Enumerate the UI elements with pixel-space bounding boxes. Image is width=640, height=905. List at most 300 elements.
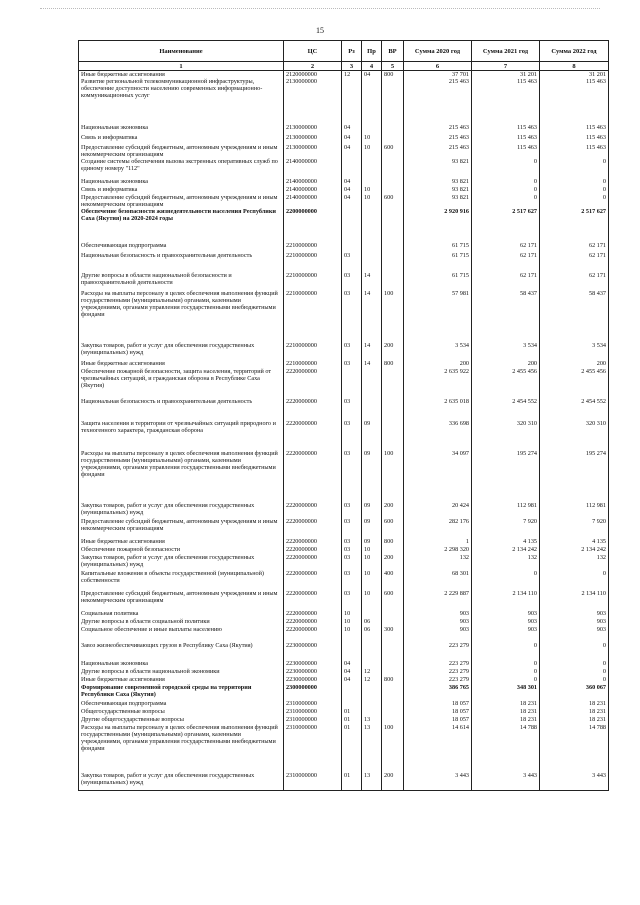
row-section-code: 01 [342, 724, 362, 772]
row-sum-2022: 3 534 [540, 342, 609, 360]
row-subsection-code: 13 [362, 716, 382, 724]
row-section-code [342, 700, 362, 708]
row-expense-type [382, 178, 404, 186]
row-section-code: 01 [342, 716, 362, 724]
row-subsection-code [362, 178, 382, 186]
row-subsection-code: 10 [362, 546, 382, 554]
row-expense-type [382, 272, 404, 290]
row-section-code [342, 78, 362, 124]
row-sum-2020: 18 057 [404, 716, 472, 724]
row-expense-type: 800 [382, 71, 404, 79]
row-name: Развитие региональной телекоммуникационной инфраструктуры, обеспечение доступности населению современных информационно-коммуникационных услуг [79, 78, 284, 124]
row-section-code: 03 [342, 360, 362, 368]
column-number: 6 [404, 62, 472, 71]
table-row [79, 272, 609, 290]
row-sum-2021: 0 [472, 186, 540, 194]
row-sum-2021: 4 135 [472, 538, 540, 546]
row-sum-2022: 200 [540, 360, 609, 368]
row-expense-type [382, 668, 404, 676]
row-sum-2021: 348 301 [472, 684, 540, 700]
row-expense-type [382, 716, 404, 724]
table-row [79, 158, 609, 178]
row-sum-2021: 31 201 [472, 71, 540, 79]
row-sum-2020: 223 279 [404, 668, 472, 676]
row-section-code: 03 [342, 554, 362, 570]
row-subsection-code: 09 [362, 518, 382, 538]
row-sum-2022: 62 171 [540, 242, 609, 252]
row-sum-2021: 2 134 110 [472, 590, 540, 610]
row-sum-2020: 223 279 [404, 642, 472, 660]
column-number: 8 [540, 62, 609, 71]
row-target-code: 2220000000 [284, 518, 342, 538]
row-target-code: 2200000000 [284, 208, 342, 242]
table-row [79, 700, 609, 708]
row-subsection-code: 10 [362, 144, 382, 158]
row-sum-2021: 0 [472, 194, 540, 208]
row-name: Обеспечение пожарной безопасности, защита населения, территорий от чрезвычайных ситуаций, и гражданская оборона в Республике Саха (Якутия) [79, 368, 284, 398]
row-subsection-code: 10 [362, 590, 382, 610]
row-target-code: 2310000000 [284, 724, 342, 772]
table-row [79, 716, 609, 724]
row-name: Предоставление субсидий бюджетным, автономным учреждениям и иным некоммерческим организациям [79, 590, 284, 610]
row-sum-2022: 62 171 [540, 252, 609, 272]
row-name: Иные бюджетные ассигнования [79, 71, 284, 79]
row-name: Закупка товаров, работ и услуг для обеспечения государственных (муниципальных) нужд [79, 502, 284, 518]
row-target-code: 2300000000 [284, 684, 342, 700]
row-sum-2022: 0 [540, 676, 609, 684]
table-row [79, 668, 609, 676]
row-sum-2022: 112 981 [540, 502, 609, 518]
row-subsection-code [362, 684, 382, 700]
header-sum-2020: Сумма 2020 год [404, 41, 472, 62]
row-expense-type [382, 368, 404, 398]
row-section-code: 10 [342, 626, 362, 642]
row-expense-type [382, 124, 404, 134]
row-section-code [342, 158, 362, 178]
row-section-code [342, 684, 362, 700]
row-section-code: 12 [342, 71, 362, 79]
row-section-code: 03 [342, 252, 362, 272]
table-body [79, 71, 609, 791]
column-number-row [79, 62, 609, 71]
row-section-code: 10 [342, 610, 362, 618]
row-expense-type [382, 700, 404, 708]
table-row [79, 78, 609, 124]
row-sum-2020: 903 [404, 610, 472, 618]
row-sum-2022: 62 171 [540, 272, 609, 290]
table-row [79, 242, 609, 252]
row-expense-type: 600 [382, 518, 404, 538]
row-sum-2020: 215 463 [404, 78, 472, 124]
row-name: Общегосударственные вопросы [79, 708, 284, 716]
column-number: 1 [79, 62, 284, 71]
row-sum-2022: 2 134 110 [540, 590, 609, 610]
row-sum-2021: 903 [472, 618, 540, 626]
row-sum-2021: 18 231 [472, 700, 540, 708]
row-expense-type: 300 [382, 626, 404, 642]
row-sum-2021: 0 [472, 668, 540, 676]
row-sum-2020: 200 [404, 360, 472, 368]
row-section-code: 04 [342, 676, 362, 684]
row-expense-type [382, 398, 404, 420]
row-sum-2022: 4 135 [540, 538, 609, 546]
row-subsection-code: 06 [362, 626, 382, 642]
row-sum-2022: 903 [540, 610, 609, 618]
row-sum-2020: 215 463 [404, 124, 472, 134]
row-section-code: 04 [342, 186, 362, 194]
row-subsection-code: 14 [362, 360, 382, 368]
row-subsection-code: 09 [362, 502, 382, 518]
row-sum-2021: 3 534 [472, 342, 540, 360]
budget-table [78, 40, 609, 791]
table-row [79, 660, 609, 668]
row-sum-2022: 2 517 627 [540, 208, 609, 242]
row-target-code: 2210000000 [284, 272, 342, 290]
row-sum-2021: 112 981 [472, 502, 540, 518]
row-section-code: 03 [342, 398, 362, 420]
row-subsection-code [362, 242, 382, 252]
row-expense-type [382, 660, 404, 668]
row-target-code: 2130000000 [284, 124, 342, 134]
row-expense-type [382, 134, 404, 144]
row-subsection-code [362, 610, 382, 618]
row-sum-2020: 57 981 [404, 290, 472, 342]
row-subsection-code: 12 [362, 676, 382, 684]
row-name: Другие вопросы в области национальной экономики [79, 668, 284, 676]
row-sum-2020: 2 298 320 [404, 546, 472, 554]
row-sum-2021: 62 171 [472, 252, 540, 272]
row-name: Другие вопросы в области национальной безопасности и правоохранительной деятельности [79, 272, 284, 290]
row-expense-type [382, 610, 404, 618]
header-name: Наименование [79, 41, 284, 62]
row-name: Связь и информатика [79, 134, 284, 144]
row-name: Обеспечение безопасности жизнедеятельности населения Республики Саха (Якутия) на 2020-2024 годы [79, 208, 284, 242]
row-sum-2021: 2 455 456 [472, 368, 540, 398]
row-subsection-code: 10 [362, 134, 382, 144]
row-sum-2022: 0 [540, 178, 609, 186]
row-sum-2020: 2 635 018 [404, 398, 472, 420]
table-row [79, 360, 609, 368]
row-section-code: 01 [342, 772, 362, 791]
row-sum-2020: 336 698 [404, 420, 472, 450]
row-name: Создание системы обеспечения вызова экстренных оперативных служб по единому номеру "112" [79, 158, 284, 178]
row-section-code [342, 642, 362, 660]
row-sum-2022: 0 [540, 186, 609, 194]
row-target-code: 2310000000 [284, 708, 342, 716]
header-sum-2022: Сумма 2022 год [540, 41, 609, 62]
row-expense-type: 800 [382, 676, 404, 684]
row-section-code: 03 [342, 272, 362, 290]
row-sum-2020: 18 057 [404, 708, 472, 716]
row-target-code: 2220000000 [284, 538, 342, 546]
row-target-code: 2120000000 [284, 71, 342, 79]
row-name: Национальная экономика [79, 178, 284, 186]
table-row [79, 642, 609, 660]
row-sum-2022: 2 134 242 [540, 546, 609, 554]
row-name: Предоставление субсидий бюджетным, автономным учреждениям и иным некоммерческим организациям [79, 194, 284, 208]
row-subsection-code: 14 [362, 290, 382, 342]
row-sum-2022: 2 455 456 [540, 368, 609, 398]
table-row [79, 618, 609, 626]
header-rz: Рз [342, 41, 362, 62]
row-sum-2020: 386 765 [404, 684, 472, 700]
row-sum-2022: 115 463 [540, 144, 609, 158]
table-row [79, 590, 609, 610]
row-subsection-code: 06 [362, 618, 382, 626]
row-sum-2020: 61 715 [404, 242, 472, 252]
row-sum-2020: 61 715 [404, 252, 472, 272]
row-name: Расходы на выплаты персоналу в целях обеспечения выполнения функций государственными (муниципальными) органами, казенными учреждениями, органами управления государственными внебюджетными фондами [79, 724, 284, 772]
row-sum-2022: 0 [540, 642, 609, 660]
row-subsection-code: 10 [362, 570, 382, 590]
row-target-code: 2220000000 [284, 420, 342, 450]
row-section-code: 03 [342, 538, 362, 546]
row-sum-2022: 0 [540, 668, 609, 676]
row-sum-2021: 320 310 [472, 420, 540, 450]
row-name: Капитальные вложения в объекты государственной (муниципальной) собственности [79, 570, 284, 590]
row-section-code: 03 [342, 290, 362, 342]
row-name: Другие вопросы в области социальной политики [79, 618, 284, 626]
row-name: Обеспечение пожарной безопасности [79, 546, 284, 554]
row-sum-2020: 2 635 922 [404, 368, 472, 398]
row-subsection-code [362, 642, 382, 660]
row-target-code: 2220000000 [284, 502, 342, 518]
table-row [79, 684, 609, 700]
row-target-code: 2210000000 [284, 242, 342, 252]
row-section-code: 10 [342, 618, 362, 626]
row-target-code: 2310000000 [284, 772, 342, 791]
row-target-code: 2220000000 [284, 590, 342, 610]
row-sum-2021: 2 134 242 [472, 546, 540, 554]
row-sum-2020: 282 176 [404, 518, 472, 538]
row-section-code: 04 [342, 178, 362, 186]
row-sum-2020: 1 [404, 538, 472, 546]
row-expense-type: 200 [382, 772, 404, 791]
table-row [79, 420, 609, 450]
row-sum-2020: 3 443 [404, 772, 472, 791]
row-expense-type: 600 [382, 194, 404, 208]
row-subsection-code: 13 [362, 772, 382, 791]
row-target-code: 2140000000 [284, 194, 342, 208]
row-name: Формирование современной городской среды на территории Республики Саха (Якутия) [79, 684, 284, 700]
row-target-code: 2140000000 [284, 178, 342, 186]
row-subsection-code [362, 368, 382, 398]
table-row [79, 554, 609, 570]
row-name: Расходы на выплаты персоналу в целях обеспечения выполнения функций государственными (муниципальными) органами, казенными учреждениями, органами управления государственными внебюджетными фондами [79, 450, 284, 502]
row-target-code: 2140000000 [284, 186, 342, 194]
row-subsection-code [362, 398, 382, 420]
row-subsection-code: 10 [362, 554, 382, 570]
row-section-code: 04 [342, 668, 362, 676]
row-expense-type: 200 [382, 554, 404, 570]
row-expense-type: 800 [382, 360, 404, 368]
row-target-code: 2220000000 [284, 450, 342, 502]
table-row [79, 546, 609, 554]
row-expense-type [382, 186, 404, 194]
row-name: Закупка товаров, работ и услуг для обеспечения государственных (муниципальных) нужд [79, 554, 284, 570]
row-section-code: 03 [342, 518, 362, 538]
row-sum-2020: 93 821 [404, 158, 472, 178]
row-expense-type [382, 420, 404, 450]
column-number: 2 [284, 62, 342, 71]
row-expense-type: 100 [382, 450, 404, 502]
row-name: Иные бюджетные ассигнования [79, 360, 284, 368]
row-sum-2021: 115 463 [472, 124, 540, 134]
row-sum-2020: 18 057 [404, 700, 472, 708]
row-subsection-code: 10 [362, 186, 382, 194]
row-section-code: 03 [342, 546, 362, 554]
row-section-code [342, 208, 362, 242]
column-number: 4 [362, 62, 382, 71]
table-row [79, 610, 609, 618]
row-subsection-code: 04 [362, 71, 382, 79]
row-sum-2020: 903 [404, 618, 472, 626]
row-expense-type: 800 [382, 538, 404, 546]
column-number: 5 [382, 62, 404, 71]
row-sum-2021: 200 [472, 360, 540, 368]
column-number: 7 [472, 62, 540, 71]
row-sum-2021: 115 463 [472, 78, 540, 124]
row-section-code: 03 [342, 590, 362, 610]
row-sum-2021: 0 [472, 660, 540, 668]
row-name: Национальная экономика [79, 660, 284, 668]
row-sum-2022: 132 [540, 554, 609, 570]
row-sum-2022: 14 788 [540, 724, 609, 772]
row-target-code: 2210000000 [284, 290, 342, 342]
row-subsection-code: 09 [362, 538, 382, 546]
row-sum-2022: 903 [540, 626, 609, 642]
top-rule [40, 8, 600, 9]
row-expense-type [382, 78, 404, 124]
row-target-code: 2310000000 [284, 700, 342, 708]
row-sum-2022: 115 463 [540, 134, 609, 144]
row-section-code [342, 368, 362, 398]
row-name: Защита населения и территории от чрезвычайных ситуаций природного и техногенного характера, гражданская оборона [79, 420, 284, 450]
header-sum-2021: Сумма 2021 год [472, 41, 540, 62]
row-expense-type [382, 642, 404, 660]
row-name: Национальная безопасность и правоохранительная деятельность [79, 398, 284, 420]
row-target-code: 2130000000 [284, 134, 342, 144]
header-cs: ЦС [284, 41, 342, 62]
row-name: Обеспечивающая подпрограмма [79, 242, 284, 252]
row-sum-2020: 20 424 [404, 502, 472, 518]
row-section-code: 04 [342, 144, 362, 158]
row-sum-2022: 360 067 [540, 684, 609, 700]
row-target-code: 2220000000 [284, 398, 342, 420]
row-sum-2021: 62 171 [472, 242, 540, 252]
table-row [79, 538, 609, 546]
table-row [79, 144, 609, 158]
row-expense-type [382, 618, 404, 626]
row-sum-2021: 2 454 552 [472, 398, 540, 420]
table-row [79, 398, 609, 420]
row-target-code: 2220000000 [284, 546, 342, 554]
row-sum-2021: 0 [472, 642, 540, 660]
row-target-code: 2220000000 [284, 570, 342, 590]
row-subsection-code [362, 78, 382, 124]
row-subsection-code [362, 708, 382, 716]
row-sum-2021: 2 517 627 [472, 208, 540, 242]
row-sum-2021: 3 443 [472, 772, 540, 791]
table-row [79, 708, 609, 716]
row-sum-2022: 0 [540, 158, 609, 178]
row-name: Предоставление субсидий бюджетным, автономным учреждениям и иным некоммерческим организациям [79, 144, 284, 158]
table-row [79, 676, 609, 684]
row-target-code: 2310000000 [284, 716, 342, 724]
row-sum-2022: 115 463 [540, 78, 609, 124]
row-target-code: 2230000000 [284, 668, 342, 676]
row-sum-2020: 34 097 [404, 450, 472, 502]
row-sum-2022: 0 [540, 194, 609, 208]
row-target-code: 2130000000 [284, 78, 342, 124]
row-section-code: 03 [342, 450, 362, 502]
row-name: Завоз жизнеобеспечивающих грузов в Республику Саха (Якутия) [79, 642, 284, 660]
row-sum-2020: 215 463 [404, 134, 472, 144]
row-target-code: 2220000000 [284, 610, 342, 618]
row-name: Связь и информатика [79, 186, 284, 194]
row-target-code: 2210000000 [284, 252, 342, 272]
row-sum-2021: 132 [472, 554, 540, 570]
row-subsection-code [362, 252, 382, 272]
row-target-code: 2230000000 [284, 660, 342, 668]
row-name: Иные бюджетные ассигнования [79, 538, 284, 546]
row-subsection-code: 12 [362, 668, 382, 676]
row-subsection-code: 14 [362, 342, 382, 360]
header-pr: Пр [362, 41, 382, 62]
row-subsection-code [362, 124, 382, 134]
row-sum-2022: 58 437 [540, 290, 609, 342]
row-sum-2020: 132 [404, 554, 472, 570]
row-sum-2020: 37 701 [404, 71, 472, 79]
row-section-code: 04 [342, 124, 362, 134]
row-name: Социальное обеспечение и иные выплаты населению [79, 626, 284, 642]
row-target-code: 2230000000 [284, 676, 342, 684]
row-subsection-code [362, 660, 382, 668]
row-sum-2020: 2 920 916 [404, 208, 472, 242]
row-sum-2022: 0 [540, 570, 609, 590]
row-expense-type [382, 242, 404, 252]
table-row [79, 290, 609, 342]
row-sum-2021: 115 463 [472, 144, 540, 158]
row-sum-2020: 903 [404, 626, 472, 642]
row-subsection-code [362, 208, 382, 242]
row-sum-2021: 115 463 [472, 134, 540, 144]
row-sum-2020: 215 463 [404, 144, 472, 158]
row-expense-type: 400 [382, 570, 404, 590]
row-sum-2022: 115 463 [540, 124, 609, 134]
row-expense-type: 200 [382, 342, 404, 360]
row-expense-type [382, 208, 404, 242]
row-sum-2022: 18 231 [540, 708, 609, 716]
row-expense-type: 600 [382, 144, 404, 158]
row-sum-2021: 0 [472, 178, 540, 186]
row-sum-2020: 223 279 [404, 660, 472, 668]
row-name: Закупка товаров, работ и услуг для обеспечения государственных (муниципальных) нужд [79, 772, 284, 791]
row-sum-2021: 0 [472, 158, 540, 178]
row-name: Иные бюджетные ассигнования [79, 676, 284, 684]
row-sum-2022: 18 231 [540, 716, 609, 724]
row-section-code: 03 [342, 342, 362, 360]
row-target-code: 2230000000 [284, 642, 342, 660]
row-target-code: 2140000000 [284, 158, 342, 178]
row-expense-type: 600 [382, 590, 404, 610]
column-number: 3 [342, 62, 362, 71]
row-sum-2022: 195 274 [540, 450, 609, 502]
row-sum-2020: 2 229 887 [404, 590, 472, 610]
row-sum-2021: 18 231 [472, 716, 540, 724]
row-sum-2021: 195 274 [472, 450, 540, 502]
table-row [79, 518, 609, 538]
